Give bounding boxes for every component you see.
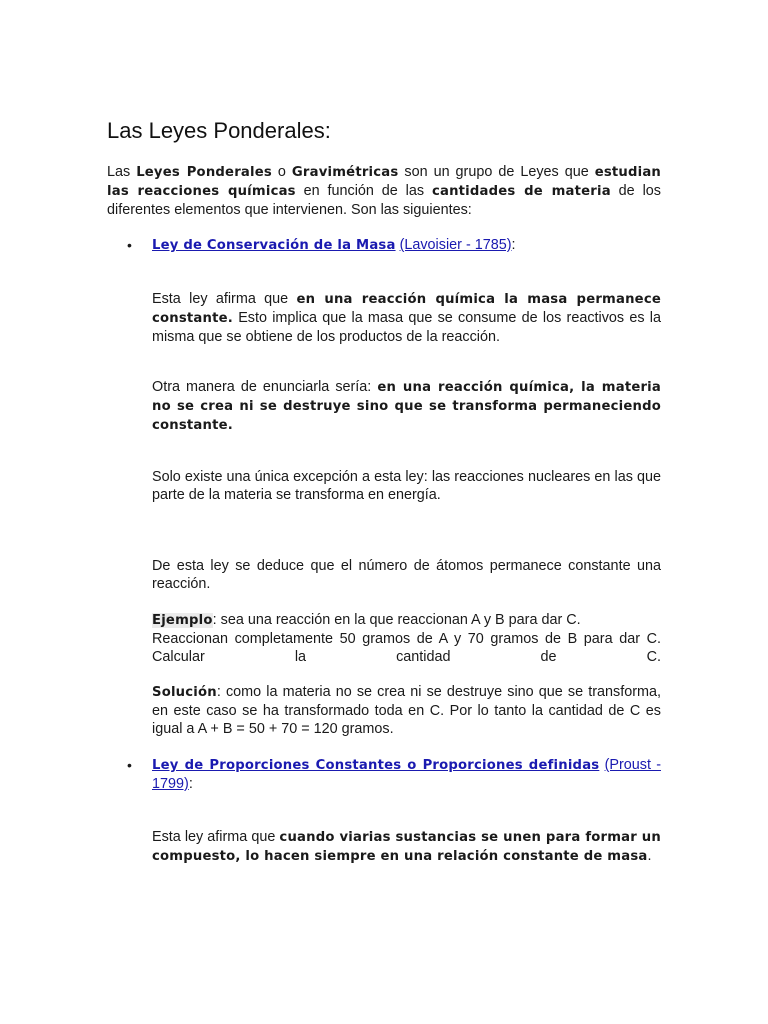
intro-bold-1: Leyes Ponderales xyxy=(136,165,272,180)
law1-p1-bold: en una reacción química la masa permanece constante. xyxy=(152,292,661,326)
law1-p1-text-2: Esto implica que la masa que se consume de los reactivos es la misma que se obtiene de los productos de la reacción. xyxy=(152,310,661,345)
example-line-3: Calcular la cantidad de C. xyxy=(152,649,661,665)
page-title: Las Leyes Ponderales: xyxy=(107,118,331,143)
law2-p1-bold: cuando viarias sustancias se unen para formar un compuesto, lo hacen siempre en una relación constante de masa xyxy=(152,830,661,864)
intro-bold-4: cantidades de materia xyxy=(431,184,611,199)
intro-text-4: en función de las xyxy=(295,183,432,199)
law1-paragraph-4: De esta ley se deduce que el número de átomos permanece constante una reacción. xyxy=(152,558,661,592)
law1-paragraph-3: Solo existe una única excepción a esta ley: las reacciones nucleares en las que parte de la materia se transforma en energía. xyxy=(152,469,661,503)
intro-paragraph xyxy=(107,163,661,219)
intro-bold-2: Gravimétricas xyxy=(291,165,399,180)
intro-bold-3: estudian las reacciones químicas xyxy=(107,165,662,199)
intro-text-1: Las xyxy=(107,164,137,180)
law2-colon: : xyxy=(188,776,193,792)
bullet-icon: • xyxy=(127,237,132,253)
law1-heading xyxy=(152,236,661,255)
intro-text-3: son un grupo de Leyes que xyxy=(398,164,595,180)
law2-p1-text-1: Esta ley afirma que xyxy=(152,829,280,845)
law1-author-link[interactable]: (Lavoisier - 1785) xyxy=(399,237,512,253)
law1-paragraph-2 xyxy=(152,378,661,435)
law2-paragraph-1 xyxy=(152,828,661,866)
law2-link[interactable]: Ley de Proporciones Constantes o Proporciones definidas xyxy=(152,758,600,773)
intro-text-5: de los diferentes elementos que intervienen. Son las siguientes: xyxy=(107,183,661,218)
example-text-1: : sea una reacción en la que reaccionan A y B para dar C. xyxy=(212,612,581,628)
law2-author-link[interactable]: (Proust - 1799) xyxy=(152,757,661,792)
bullet-icon: • xyxy=(127,757,132,773)
example-block xyxy=(152,611,661,666)
law1-colon: : xyxy=(511,237,516,253)
intro-text-2: o xyxy=(271,164,292,180)
example-line-2: Reaccionan completamente 50 gramos de A y 70 gramos de B para dar C. xyxy=(152,631,661,647)
law1-p2-text: Otra manera de enunciarla sería: xyxy=(152,379,378,395)
law1-paragraph-1 xyxy=(152,290,661,346)
law1-p2-bold: en una reacción química, la materia no se crea ni se destruye sino que se transforma permaneciendo constante. xyxy=(152,380,661,433)
law1-p1-text-1: Esta ley afirma que xyxy=(152,291,297,307)
solution-label: Solución xyxy=(152,685,217,700)
law1-link[interactable]: Ley de Conservación de la Masa xyxy=(152,238,396,253)
example-line-1 xyxy=(152,611,661,630)
solution-text: : como la materia no se crea ni se destruye sino que se transforma, en este caso se ha transformado toda en C. Por lo tanto la cantidad de C es igual a A + B = 50 + 70 = 120 gramos. xyxy=(152,684,661,737)
example-label: Ejemplo xyxy=(152,613,213,628)
law2-p1-text-2: . xyxy=(647,848,652,864)
solution-paragraph xyxy=(152,683,661,738)
law2-heading xyxy=(152,756,661,793)
